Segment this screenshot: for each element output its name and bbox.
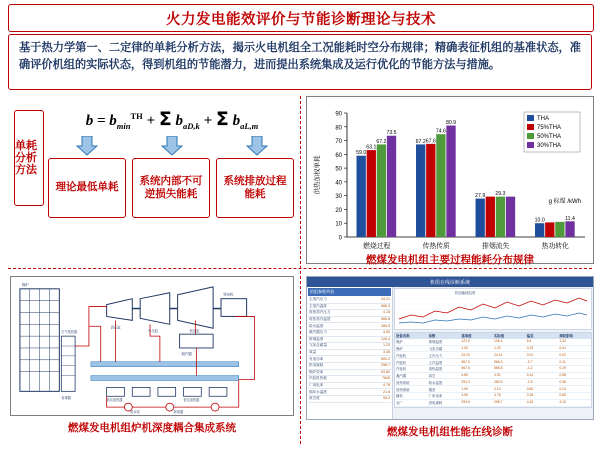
table-row[interactable] <box>395 400 591 407</box>
table-cell: 126.4 <box>494 339 503 344</box>
svg-text:20: 20 <box>335 207 342 214</box>
table-cell: 0.23 <box>526 345 534 350</box>
table-cell: 真空 <box>428 374 436 379</box>
table-cell: 端差 <box>428 387 436 392</box>
online-diagnosis-caption: 燃煤发电机组性能在线诊断 <box>387 426 513 438</box>
diagnosis-table-body <box>395 339 591 407</box>
parameter-value: 289.5 <box>381 323 390 328</box>
svg-text:空气预热器: 空气预热器 <box>61 330 78 335</box>
table-row[interactable] <box>395 393 591 400</box>
table-row[interactable] <box>395 352 591 359</box>
table-row[interactable] <box>395 339 591 346</box>
parameter-rows <box>308 297 391 403</box>
energy-distribution-chart <box>307 97 595 263</box>
svg-text:80.9: 80.9 <box>445 120 457 127</box>
table-cell: 24.21 <box>494 352 503 357</box>
parameter-name: 再热蒸汽温度 <box>309 317 331 322</box>
table-cell: 回热系统 <box>396 387 410 392</box>
energy-trend-chart <box>394 288 592 330</box>
svg-text:10: 10 <box>335 221 342 228</box>
page-title: 火力发电能效评价与节能诊断理论与技术 <box>166 11 436 28</box>
table-cell: 全厂 <box>396 401 403 406</box>
parameter-name: 飞灰含碳量 <box>309 343 327 348</box>
table-cell: 主汽温度 <box>428 360 443 365</box>
svg-text:中压缸: 中压缸 <box>148 329 159 334</box>
svg-text:30%THA: 30%THA <box>537 143 562 150</box>
parameter-name: 供电煤耗 <box>309 363 324 368</box>
diagnosis-result-table[interactable] <box>394 332 592 408</box>
consumption-formula: $b = b_{min}^{TH} + \Sigma$ $b_{aD,k} + \Sigma$ $b_{aL,m}$ <box>85 107 259 131</box>
parameter-name: 汽轮机热耗 <box>309 376 327 381</box>
horizontal-divider <box>8 268 592 269</box>
table-row[interactable] <box>395 379 591 386</box>
table-cell: -1.5 <box>526 379 533 384</box>
svg-text:90: 90 <box>335 111 342 118</box>
svg-text:27.9: 27.9 <box>475 193 486 200</box>
table-cell: 汽轮机 <box>396 367 407 372</box>
table-cell: 0.19 <box>559 366 566 371</box>
svg-text:排烟流失: 排烟流失 <box>482 243 510 250</box>
svg-text:59.0: 59.0 <box>356 150 367 157</box>
table-cell: 供电煤耗 <box>428 401 443 406</box>
coupled-system-diagram-panel <box>10 276 294 416</box>
table-cell: 辅机 <box>396 394 403 399</box>
abstract-text: 基于热力学第一、二定律的单耗分析方法，揭示火电机组全工况能耗时空分布规律；精确表征机组的基准状态，准确评价机组的实际状态，得到机组的节能潜力，进而提出系统集成及运行优化的节能方法与措施。 <box>19 42 581 72</box>
diagnosis-parameter-list[interactable] <box>307 287 393 420</box>
svg-text:高压加热器: 高压加热器 <box>106 398 123 403</box>
parameter-row[interactable] <box>308 376 391 383</box>
svg-text:发电机: 发电机 <box>222 292 234 297</box>
parameter-name: 主蒸汽温度 <box>309 303 327 308</box>
parameter-row[interactable] <box>308 363 391 370</box>
table-cell: 飞灰含碳 <box>428 346 443 351</box>
svg-text:供热加权单耗: 供热加权单耗 <box>314 155 321 195</box>
parameter-row[interactable] <box>308 297 391 304</box>
table-cell: 1.00 <box>461 345 468 350</box>
table-row[interactable] <box>395 346 591 353</box>
table-cell: 0.28 <box>526 393 534 398</box>
table-cell: 0.24 <box>559 386 566 391</box>
parameter-row[interactable] <box>308 330 391 337</box>
parameter-value: 21.6 <box>383 389 390 394</box>
parameter-name: 锅炉效率 <box>309 369 324 374</box>
table-cell: 294.6 <box>461 400 470 405</box>
parameter-name: 真空度 <box>309 396 320 401</box>
table-cell: 291.0 <box>461 379 470 384</box>
svg-text:锅炉: 锅炉 <box>21 282 29 287</box>
table-column-header: 基准值 <box>461 334 472 339</box>
parameter-name: 循环水温度 <box>309 389 327 394</box>
svg-text:63.1: 63.1 <box>366 144 377 151</box>
vertical-divider <box>300 96 301 444</box>
parameter-row[interactable] <box>308 317 391 324</box>
svg-text:70: 70 <box>335 139 342 146</box>
svg-text:g 标煤 /kWh: g 标煤 /kWh <box>548 199 581 205</box>
parameter-value: 3.45 <box>383 350 390 355</box>
table-cell: 排烟温度 <box>428 340 443 345</box>
parameter-name: 厂用电率 <box>309 383 324 388</box>
consumption-category-boxes <box>48 158 294 218</box>
category-box-internal-irreversible: 系统内部不可逆损失能耗 <box>132 158 210 218</box>
table-row[interactable] <box>395 373 591 380</box>
category-box-theoretical-min: 理论最低单耗 <box>48 158 126 218</box>
svg-text:燃烧过程: 燃烧过程 <box>363 243 391 250</box>
table-cell: 1.32 <box>559 339 566 344</box>
table-cell: 567.0 <box>461 359 470 364</box>
table-cell: 0.12 <box>526 373 534 378</box>
svg-text:80: 80 <box>335 125 342 132</box>
svg-text:67.2: 67.2 <box>415 138 426 145</box>
abstract-box <box>8 34 592 90</box>
parameter-name: 氧量 <box>309 350 317 355</box>
arrow-down-icon-1 <box>76 136 98 156</box>
table-column-header: 偏差 <box>526 334 534 339</box>
table-cell: -1.2 <box>526 366 533 371</box>
parameter-value: 93.82 <box>381 369 390 374</box>
svg-text:热功转化: 热功转化 <box>541 243 569 250</box>
table-cell: 298.7 <box>494 400 503 405</box>
table-cell: 4.80 <box>461 373 468 378</box>
energy-distribution-chart-panel <box>306 96 594 264</box>
table-cell: 5.4 <box>526 339 532 344</box>
svg-text:省煤器: 省煤器 <box>61 396 71 401</box>
parameter-row[interactable] <box>308 389 391 396</box>
table-cell: 121.0 <box>461 339 470 344</box>
svg-text:凝汽器: 凝汽器 <box>181 351 192 356</box>
table-cell: 凝汽器 <box>396 374 407 379</box>
parameter-row[interactable] <box>308 343 391 350</box>
table-cell: 再热温度 <box>428 367 443 372</box>
parameter-value: 126.4 <box>381 336 390 341</box>
parameter-row[interactable] <box>308 350 391 357</box>
svg-text:30: 30 <box>335 194 342 201</box>
svg-text:73.5: 73.5 <box>386 130 397 137</box>
table-cell: 24.20 <box>461 352 470 357</box>
parameter-name: 主蒸汽压力 <box>309 297 327 302</box>
system-diagram-caption: 燃煤发电机组炉机深度耦合集成系统 <box>68 422 236 434</box>
parameter-name: 发电功率 <box>309 356 324 361</box>
online-diagnosis-panel <box>306 276 594 420</box>
slide-title-bar <box>8 4 594 32</box>
table-column-header: 煤耗影响 <box>559 334 573 339</box>
parameter-value: 565.8 <box>381 317 390 322</box>
table-cell: 锅炉 <box>396 346 403 351</box>
parameter-row[interactable] <box>308 310 391 317</box>
parameter-value: 4.78 <box>383 383 390 388</box>
svg-text:给水泵: 给水泵 <box>130 410 140 415</box>
table-cell: 2.10 <box>494 386 501 391</box>
table-cell: 4.78 <box>494 393 501 398</box>
table-cell: -0.7 <box>526 359 533 364</box>
table-cell: 1.23 <box>494 345 501 350</box>
parameter-value: 95.2 <box>383 396 390 401</box>
table-cell: 0.01 <box>526 352 534 357</box>
table-row[interactable] <box>395 366 591 373</box>
svg-text:除氧器: 除氧器 <box>173 410 184 415</box>
svg-text:11.4: 11.4 <box>565 215 575 222</box>
svg-text:传热传质: 传热传质 <box>422 243 450 250</box>
diagnosis-window-title: 机组在线诊断系统 <box>307 277 593 287</box>
table-cell: 0.41 <box>559 345 566 350</box>
table-cell: 565.8 <box>494 366 503 371</box>
parameter-name: 再热蒸汽压力 <box>309 310 331 315</box>
parameter-value: 566.3 <box>381 303 390 308</box>
chart-caption: 燃煤发电机组主要过程能耗分布规律 <box>366 254 534 266</box>
parameter-row[interactable] <box>308 383 391 390</box>
table-cell: 0.85 <box>559 393 566 398</box>
table-cell: 4.50 <box>461 393 468 398</box>
svg-text:10.0: 10.0 <box>534 217 545 224</box>
svg-text:50: 50 <box>335 166 342 173</box>
formula-arrows <box>54 136 290 158</box>
method-side-label: 单耗分析方法 <box>14 110 44 206</box>
diagnosis-main-area <box>393 287 593 420</box>
parameter-list-title: 机组参数列表 <box>308 288 391 296</box>
table-column-header: 设备名称 <box>396 334 410 339</box>
table-row[interactable] <box>395 386 591 393</box>
parameter-row[interactable] <box>308 356 391 363</box>
table-column-header: 参数 <box>428 334 436 339</box>
parameter-row[interactable] <box>308 323 391 330</box>
table-cell: 566.3 <box>494 359 503 364</box>
parameter-value: 600.2 <box>381 356 390 361</box>
arrow-down-icon-2 <box>161 136 183 156</box>
table-cell: 给水温度 <box>428 380 443 385</box>
svg-text:低压加热器: 低压加热器 <box>183 398 200 403</box>
parameter-row[interactable] <box>308 396 391 403</box>
table-cell: 0.36 <box>559 379 566 384</box>
svg-text:高压缸: 高压缸 <box>110 325 121 330</box>
table-cell: 汽轮机 <box>396 360 407 365</box>
parameter-value: 4.15 <box>383 310 390 315</box>
table-row[interactable] <box>395 359 591 366</box>
svg-text:75%THA: 75%THA <box>537 125 562 132</box>
svg-text:THA: THA <box>537 116 549 123</box>
parameter-name: 给水温度 <box>309 323 324 328</box>
table-cell: 4.10 <box>526 400 534 405</box>
table-cell: 厂用电率 <box>428 394 443 399</box>
single-consumption-method-panel <box>10 96 294 262</box>
parameter-value: 7845 <box>382 376 390 381</box>
table-cell: 回热系统 <box>396 380 410 385</box>
parameter-value: 24.21 <box>381 297 390 302</box>
parameter-value: 4.92 <box>383 330 390 335</box>
svg-text:40: 40 <box>335 180 342 187</box>
table-cell: 0.58 <box>559 373 566 378</box>
table-cell: 锅炉 <box>396 340 403 345</box>
table-cell: 0.11 <box>559 359 566 364</box>
trend-chart-title: 机组能耗趋势 <box>455 291 476 295</box>
parameter-value: 298.7 <box>381 363 390 368</box>
table-cell: 289.5 <box>494 379 503 384</box>
category-box-emission-process: 系统排放过程能耗 <box>216 158 294 218</box>
table-cell: 汽轮机 <box>396 353 407 358</box>
table-cell: 0.02 <box>559 352 566 357</box>
svg-text:67.2: 67.2 <box>376 138 387 145</box>
svg-text:50%THA: 50%THA <box>537 134 562 141</box>
table-cell: 4.10 <box>559 400 566 405</box>
table-column-header: 实际值 <box>494 334 505 339</box>
arrow-down-icon-3 <box>246 136 268 156</box>
table-cell: 0.60 <box>526 386 534 391</box>
svg-text:低压缸: 低压缸 <box>189 329 200 334</box>
table-cell: 4.92 <box>494 373 501 378</box>
parameter-value: 1.23 <box>383 343 390 348</box>
svg-text:0: 0 <box>338 235 342 242</box>
table-cell: 主汽压力 <box>428 353 443 358</box>
svg-text:74.6: 74.6 <box>435 128 446 135</box>
svg-text:67.6: 67.6 <box>425 138 436 145</box>
parameter-name: 排烟温度 <box>309 336 324 341</box>
coupled-system-diagram <box>11 277 293 415</box>
svg-text:60: 60 <box>335 152 342 159</box>
parameter-name: 凝汽器压力 <box>309 330 327 335</box>
table-cell: 1.50 <box>461 386 468 391</box>
table-cell: 567.0 <box>461 366 470 371</box>
diagnosis-body <box>307 287 593 420</box>
svg-text:29.3: 29.3 <box>495 191 506 198</box>
